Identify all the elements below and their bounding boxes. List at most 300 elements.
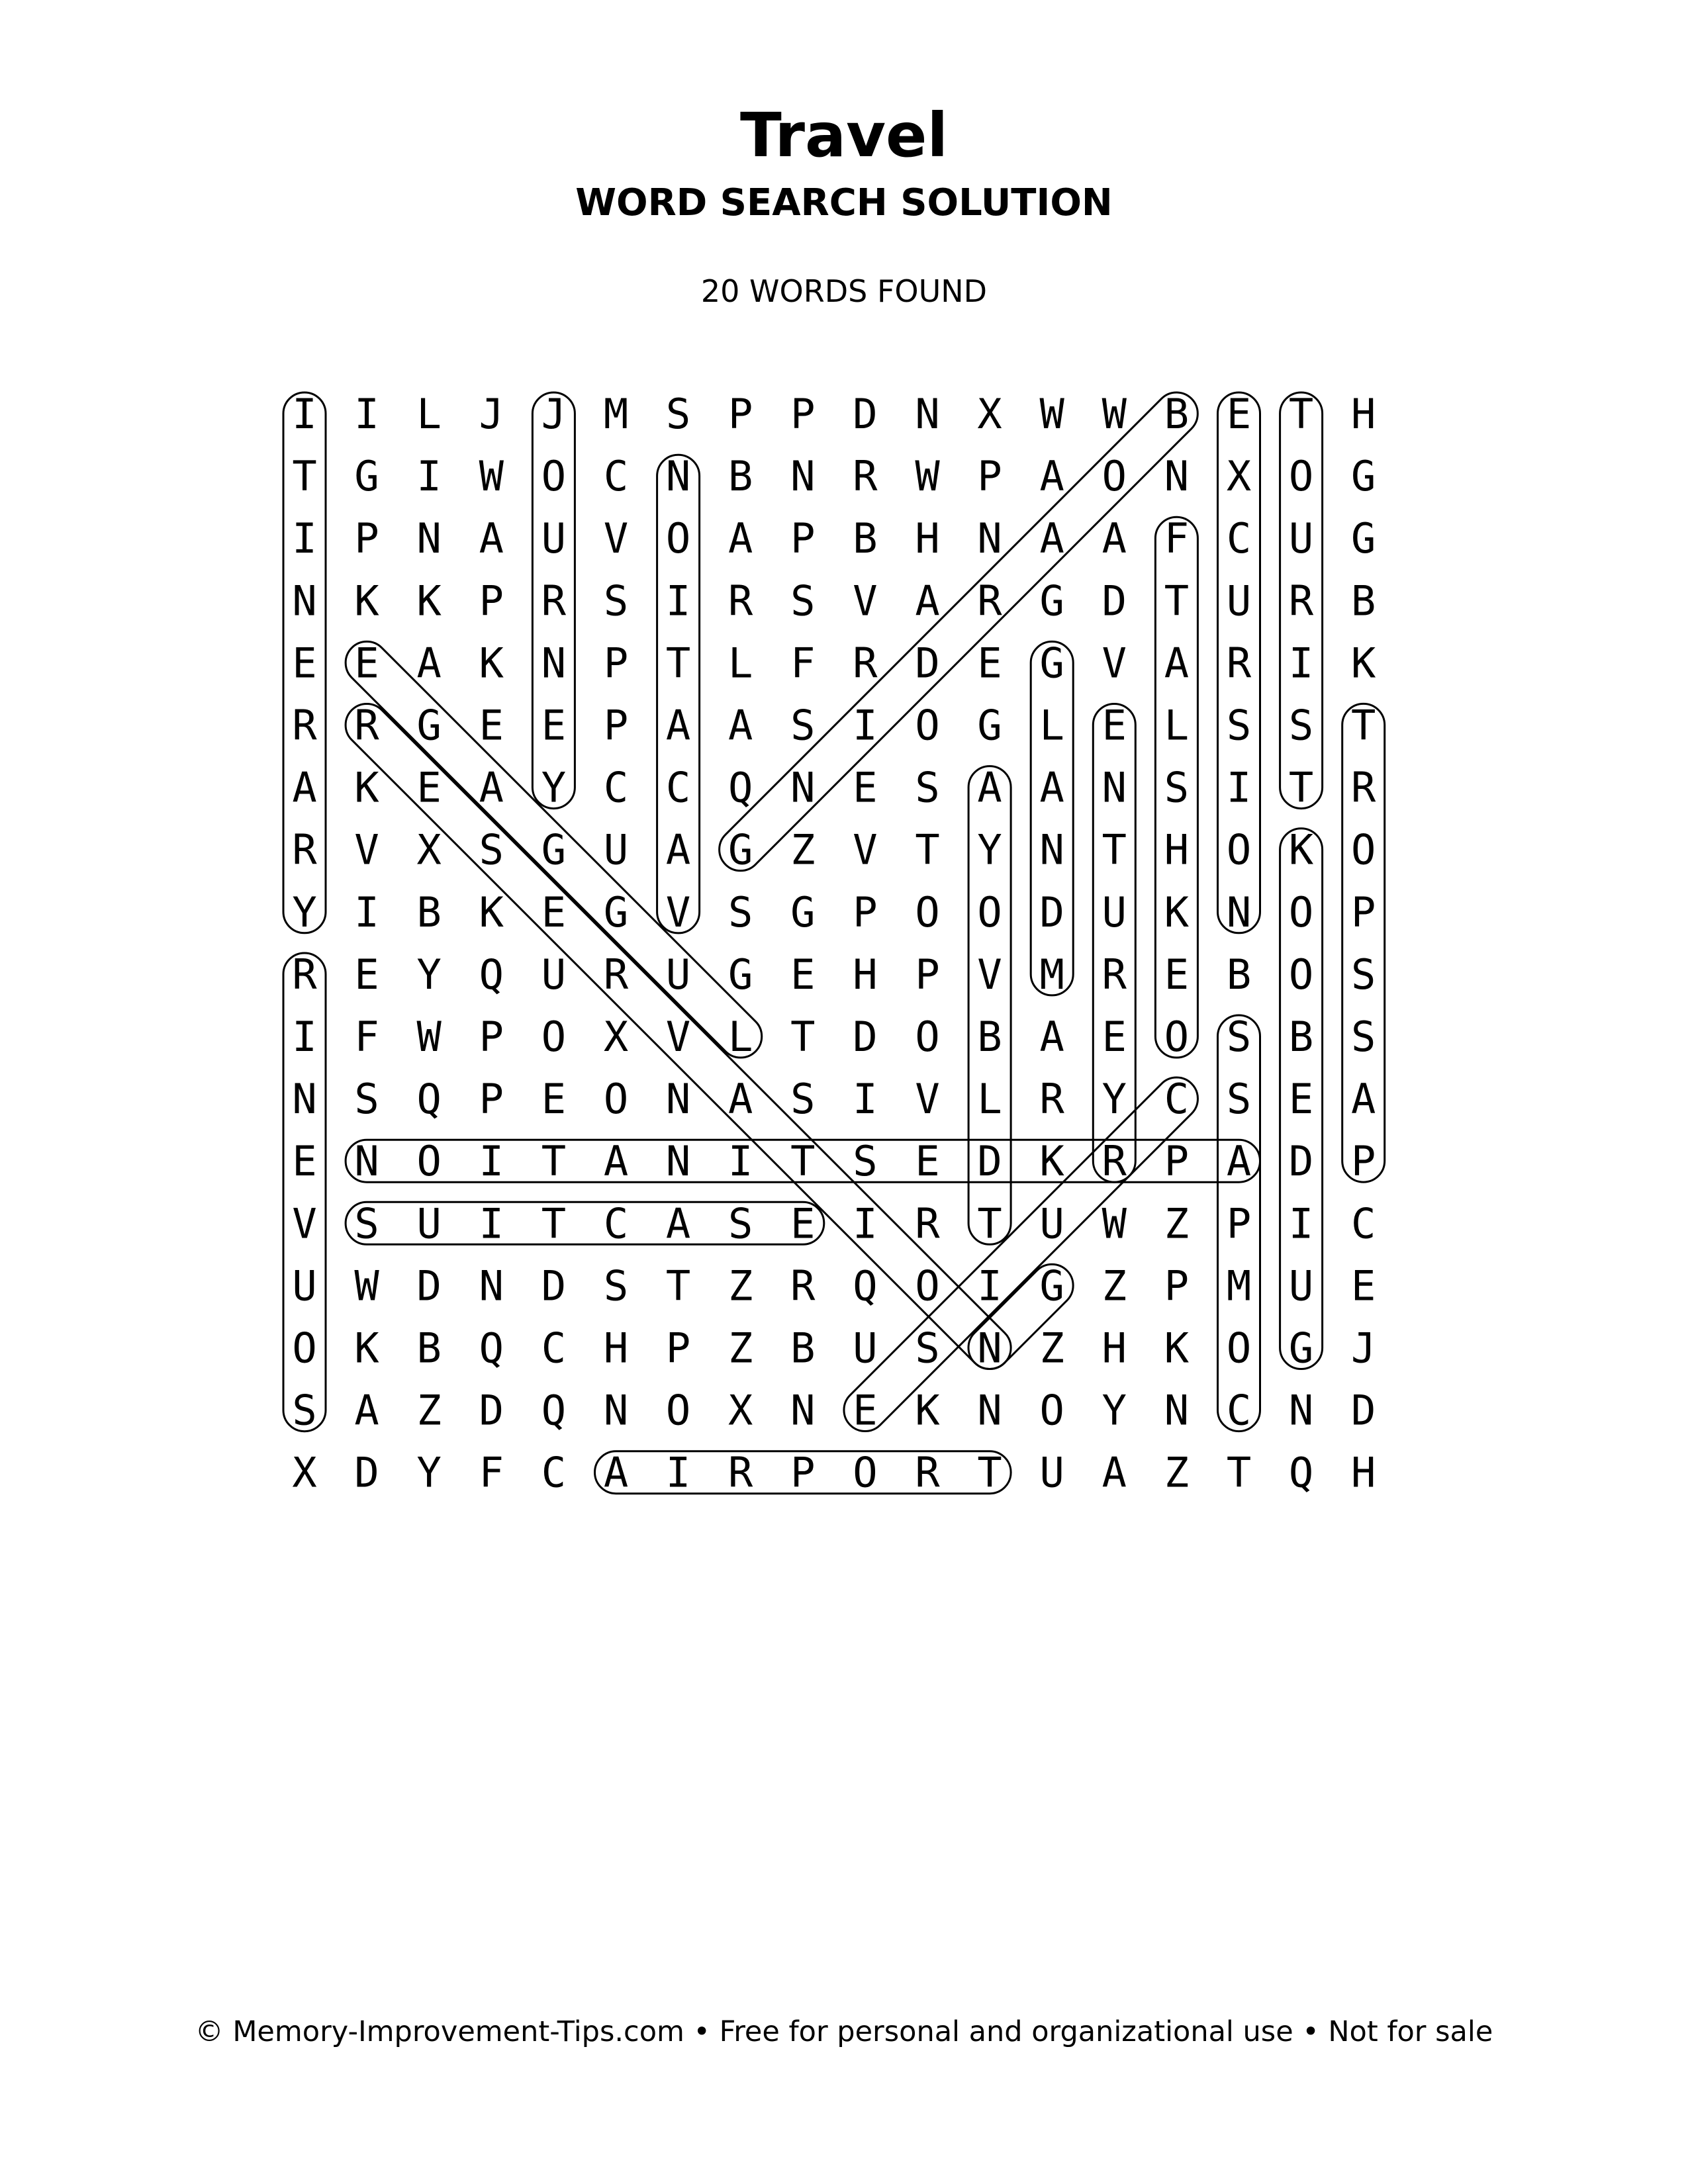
grid-letter: W: [1102, 390, 1127, 438]
grid-letter: S: [915, 1324, 940, 1373]
grid-letter: H: [1351, 390, 1376, 438]
grid-letter: I: [292, 514, 317, 563]
grid-letter: R: [292, 825, 317, 874]
grid-letter: S: [292, 1386, 317, 1435]
grid-letter: K: [915, 1386, 940, 1435]
grid-letter: S: [790, 701, 816, 750]
grid-letter: I: [479, 1199, 504, 1248]
grid-letter: B: [977, 1013, 1002, 1061]
grid-letter: E: [416, 763, 442, 812]
grid-letter: A: [1102, 514, 1127, 563]
grid-letter: A: [665, 825, 691, 874]
grid-letter: R: [790, 1261, 816, 1310]
grid-letter: C: [1164, 1075, 1190, 1124]
grid-letter: P: [479, 1075, 504, 1124]
grid-letter: U: [603, 825, 629, 874]
words-found-count: 20 WORDS FOUND: [700, 273, 988, 309]
grid-letter: R: [915, 1448, 940, 1497]
grid-letter: A: [665, 1199, 691, 1248]
grid-letter: D: [416, 1261, 442, 1310]
grid-letter: X: [292, 1448, 317, 1497]
grid-letter: A: [1039, 514, 1064, 563]
grid-letter: O: [541, 452, 567, 501]
grid-letter: F: [354, 1013, 379, 1061]
grid-letter: A: [1039, 452, 1064, 501]
grid-letter: P: [790, 1448, 816, 1497]
grid-letter: R: [292, 701, 317, 750]
grid-letter: Z: [728, 1261, 753, 1310]
grid-letter: E: [541, 1075, 567, 1124]
grid-letter: R: [728, 576, 753, 625]
grid-letter: S: [354, 1075, 379, 1124]
grid-letter: Z: [1039, 1324, 1064, 1373]
grid-letter: U: [541, 514, 567, 563]
grid-letter: V: [603, 514, 629, 563]
grid-letter: A: [292, 763, 317, 812]
grid-letter: B: [853, 514, 878, 563]
solution-loop: [1031, 641, 1073, 995]
grid-letter: G: [541, 825, 567, 874]
grid-letter: I: [416, 452, 442, 501]
grid-letter: E: [853, 763, 878, 812]
grid-letter: T: [1226, 1448, 1252, 1497]
grid-letter: D: [479, 1386, 504, 1435]
grid-letter: S: [1288, 701, 1314, 750]
grid-letter: Z: [790, 825, 816, 874]
grid-letter: S: [603, 1261, 629, 1310]
grid-letter: N: [354, 1137, 379, 1186]
grid-letter: Y: [416, 1448, 442, 1497]
grid-letter: B: [790, 1324, 816, 1373]
grid-letter: R: [728, 1448, 753, 1497]
letter-grid: [292, 390, 1376, 1497]
grid-letter: H: [603, 1324, 629, 1373]
grid-letter: R: [541, 576, 567, 625]
grid-letter: T: [1288, 763, 1314, 812]
grid-letter: S: [853, 1137, 878, 1186]
grid-letter: E: [1102, 1013, 1127, 1061]
grid-letter: B: [728, 452, 753, 501]
grid-letter: K: [416, 576, 442, 625]
grid-letter: K: [1351, 639, 1376, 688]
copyright-footer: © Memory-Improvement-Tips.com • Free for personal and organizational use • Not for sale: [195, 2015, 1493, 2048]
grid-letter: S: [790, 1075, 816, 1124]
grid-letter: K: [479, 887, 504, 936]
grid-letter: D: [1102, 576, 1127, 625]
grid-letter: Z: [416, 1386, 442, 1435]
grid-letter: T: [977, 1199, 1002, 1248]
grid-letter: S: [915, 763, 940, 812]
grid-letter: S: [728, 887, 753, 936]
grid-letter: G: [354, 452, 379, 501]
grid-letter: I: [977, 1261, 1002, 1310]
grid-letter: V: [853, 576, 878, 625]
grid-letter: Z: [1164, 1448, 1190, 1497]
grid-letter: E: [1226, 390, 1252, 438]
grid-letter: S: [1226, 1013, 1252, 1061]
grid-letter: C: [541, 1448, 567, 1497]
grid-letter: X: [1226, 452, 1252, 501]
grid-letter: C: [603, 763, 629, 812]
grid-letter: Q: [416, 1075, 442, 1124]
grid-letter: B: [1351, 576, 1376, 625]
grid-letter: P: [603, 701, 629, 750]
grid-letter: S: [479, 825, 504, 874]
grid-letter: R: [977, 576, 1002, 625]
grid-letter: R: [1288, 576, 1314, 625]
grid-letter: E: [541, 887, 567, 936]
grid-letter: K: [354, 576, 379, 625]
grid-letter: P: [665, 1324, 691, 1373]
grid-letter: B: [416, 1324, 442, 1373]
grid-letter: I: [853, 1075, 878, 1124]
grid-letter: R: [1102, 950, 1127, 999]
grid-letter: L: [728, 639, 753, 688]
grid-letter: M: [1039, 950, 1064, 999]
grid-letter: A: [915, 576, 940, 625]
grid-letter: O: [665, 514, 691, 563]
grid-letter: E: [1102, 701, 1127, 750]
grid-letter: S: [1351, 1013, 1376, 1061]
grid-letter: E: [292, 1137, 317, 1186]
grid-letter: S: [1226, 701, 1252, 750]
solution-loop: [835, 1069, 1207, 1440]
grid-letter: A: [977, 763, 1002, 812]
grid-letter: D: [977, 1137, 1002, 1186]
grid-letter: F: [1164, 514, 1190, 563]
grid-letter: O: [1226, 1324, 1252, 1373]
grid-letter: I: [354, 887, 379, 936]
grid-letter: U: [1039, 1199, 1064, 1248]
grid-letter: U: [416, 1199, 442, 1248]
grid-letter: X: [603, 1013, 629, 1061]
grid-letter: Y: [1102, 1386, 1127, 1435]
grid-letter: G: [416, 701, 442, 750]
grid-letter: O: [665, 1386, 691, 1435]
grid-letter: D: [915, 639, 940, 688]
grid-letter: V: [977, 950, 1002, 999]
grid-letter: D: [354, 1448, 379, 1497]
grid-letter: V: [853, 825, 878, 874]
grid-letter: M: [603, 390, 629, 438]
grid-letter: I: [292, 390, 317, 438]
grid-letter: T: [977, 1448, 1002, 1497]
grid-letter: R: [1226, 639, 1252, 688]
grid-letter: N: [1164, 1386, 1190, 1435]
grid-letter: K: [1039, 1137, 1064, 1186]
grid-letter: N: [915, 390, 940, 438]
grid-letter: Q: [479, 950, 504, 999]
grid-letter: U: [1039, 1448, 1064, 1497]
grid-letter: R: [292, 950, 317, 999]
grid-letter: O: [915, 1261, 940, 1310]
grid-letter: T: [665, 639, 691, 688]
grid-letter: R: [1039, 1075, 1064, 1124]
grid-letter: A: [1226, 1137, 1252, 1186]
grid-letter: X: [728, 1386, 753, 1435]
grid-letter: O: [603, 1075, 629, 1124]
solution-loops: [283, 384, 1385, 1494]
grid-letter: J: [541, 390, 567, 438]
grid-letter: T: [1102, 825, 1127, 874]
grid-letter: E: [1351, 1261, 1376, 1310]
grid-letter: K: [1164, 887, 1190, 936]
grid-letter: Y: [416, 950, 442, 999]
grid-letter: S: [1351, 950, 1376, 999]
grid-letter: T: [292, 452, 317, 501]
grid-letter: E: [915, 1137, 940, 1186]
grid-letter: C: [1351, 1199, 1376, 1248]
grid-letter: V: [915, 1075, 940, 1124]
grid-letter: N: [977, 514, 1002, 563]
grid-letter: T: [790, 1013, 816, 1061]
grid-letter: H: [915, 514, 940, 563]
grid-letter: E: [541, 701, 567, 750]
grid-letter: S: [665, 390, 691, 438]
grid-letter: K: [354, 763, 379, 812]
grid-letter: O: [1102, 452, 1127, 501]
grid-letter: I: [853, 1199, 878, 1248]
grid-letter: A: [479, 514, 504, 563]
grid-letter: P: [1351, 1137, 1376, 1186]
grid-letter: Z: [1102, 1261, 1127, 1310]
grid-letter: G: [790, 887, 816, 936]
grid-letter: R: [354, 701, 379, 750]
grid-letter: C: [665, 763, 691, 812]
grid-letter: P: [1164, 1261, 1190, 1310]
grid-letter: W: [1102, 1199, 1127, 1248]
grid-letter: E: [479, 701, 504, 750]
grid-letter: M: [1226, 1261, 1252, 1310]
grid-letter: A: [1351, 1075, 1376, 1124]
grid-letter: L: [728, 1013, 753, 1061]
grid-letter: D: [1351, 1386, 1376, 1435]
grid-letter: O: [1288, 887, 1314, 936]
grid-letter: O: [915, 701, 940, 750]
grid-letter: J: [479, 390, 504, 438]
grid-letter: G: [728, 950, 753, 999]
grid-letter: L: [1164, 701, 1190, 750]
grid-letter: Y: [977, 825, 1002, 874]
grid-letter: R: [603, 950, 629, 999]
grid-letter: W: [479, 452, 504, 501]
grid-letter: D: [1039, 887, 1064, 936]
grid-letter: U: [1288, 1261, 1314, 1310]
grid-letter: A: [416, 639, 442, 688]
grid-letter: Z: [728, 1324, 753, 1373]
grid-letter: I: [665, 1448, 691, 1497]
grid-letter: A: [728, 701, 753, 750]
grid-letter: K: [1288, 825, 1314, 874]
grid-letter: P: [1351, 887, 1376, 936]
grid-letter: D: [1288, 1137, 1314, 1186]
grid-letter: Y: [1102, 1075, 1127, 1124]
grid-letter: N: [665, 1137, 691, 1186]
grid-letter: A: [354, 1386, 379, 1435]
grid-letter: O: [541, 1013, 567, 1061]
grid-letter: G: [603, 887, 629, 936]
grid-letter: B: [1288, 1013, 1314, 1061]
grid-letter: S: [790, 576, 816, 625]
grid-letter: B: [1164, 390, 1190, 438]
grid-letter: T: [541, 1199, 567, 1248]
grid-letter: N: [416, 514, 442, 563]
grid-letter: A: [1039, 763, 1064, 812]
grid-letter: P: [479, 576, 504, 625]
grid-letter: T: [541, 1137, 567, 1186]
grid-letter: T: [790, 1137, 816, 1186]
grid-letter: G: [1351, 514, 1376, 563]
grid-letter: O: [977, 887, 1002, 936]
grid-letter: I: [292, 1013, 317, 1061]
grid-letter: E: [790, 950, 816, 999]
grid-letter: Q: [728, 763, 753, 812]
grid-letter: N: [790, 1386, 816, 1435]
grid-letter: I: [1226, 763, 1252, 812]
grid-letter: P: [479, 1013, 504, 1061]
grid-letter: X: [416, 825, 442, 874]
grid-letter: P: [603, 639, 629, 688]
grid-letter: A: [1039, 1013, 1064, 1061]
grid-letter: U: [1288, 514, 1314, 563]
grid-letter: P: [977, 452, 1002, 501]
grid-letter: B: [416, 887, 442, 936]
grid-letter: N: [1039, 825, 1064, 874]
grid-letter: X: [977, 390, 1002, 438]
grid-letter: L: [1039, 701, 1064, 750]
grid-letter: A: [728, 1075, 753, 1124]
page-title: Travel: [739, 100, 948, 171]
grid-letter: O: [1288, 950, 1314, 999]
grid-letter: C: [603, 1199, 629, 1248]
grid-letter: A: [1164, 639, 1190, 688]
grid-letter: R: [853, 639, 878, 688]
grid-letter: O: [915, 1013, 940, 1061]
grid-letter: O: [292, 1324, 317, 1373]
grid-letter: G: [1039, 1261, 1064, 1310]
grid-letter: J: [1351, 1324, 1376, 1373]
grid-letter: E: [292, 639, 317, 688]
grid-letter: O: [416, 1137, 442, 1186]
grid-letter: Q: [853, 1261, 878, 1310]
grid-letter: E: [1164, 950, 1190, 999]
grid-letter: E: [354, 639, 379, 688]
grid-letter: W: [354, 1261, 379, 1310]
grid-letter: E: [977, 639, 1002, 688]
grid-letter: O: [853, 1448, 878, 1497]
grid-letter: Q: [541, 1386, 567, 1435]
grid-letter: A: [728, 514, 753, 563]
grid-letter: H: [1164, 825, 1190, 874]
grid-letter: K: [479, 639, 504, 688]
grid-letter: E: [1288, 1075, 1314, 1124]
grid-letter: U: [1102, 887, 1127, 936]
grid-letter: S: [1226, 1075, 1252, 1124]
grid-letter: U: [541, 950, 567, 999]
grid-letter: Y: [541, 763, 567, 812]
grid-letter: W: [1039, 390, 1064, 438]
grid-letter: N: [1164, 452, 1190, 501]
grid-letter: T: [665, 1261, 691, 1310]
grid-letter: R: [1351, 763, 1376, 812]
grid-letter: H: [1351, 1448, 1376, 1497]
grid-letter: V: [292, 1199, 317, 1248]
page-subtitle: WORD SEARCH SOLUTION: [575, 181, 1113, 224]
grid-letter: F: [790, 639, 816, 688]
grid-letter: C: [603, 452, 629, 501]
grid-letter: N: [1288, 1386, 1314, 1435]
grid-letter: N: [790, 452, 816, 501]
grid-letter: G: [1039, 639, 1064, 688]
grid-letter: I: [853, 701, 878, 750]
grid-letter: C: [541, 1324, 567, 1373]
grid-letter: H: [853, 950, 878, 999]
grid-letter: I: [665, 576, 691, 625]
grid-letter: D: [541, 1261, 567, 1310]
grid-letter: T: [915, 825, 940, 874]
grid-letter: P: [728, 390, 753, 438]
grid-letter: G: [728, 825, 753, 874]
grid-letter: E: [354, 950, 379, 999]
grid-letter: U: [292, 1261, 317, 1310]
grid-letter: E: [790, 1199, 816, 1248]
grid-letter: S: [603, 576, 629, 625]
grid-letter: R: [853, 452, 878, 501]
grid-letter: N: [541, 639, 567, 688]
grid-letter: P: [915, 950, 940, 999]
grid-letter: G: [977, 701, 1002, 750]
grid-letter: O: [1226, 825, 1252, 874]
grid-letter: O: [1351, 825, 1376, 874]
grid-letter: W: [416, 1013, 442, 1061]
grid-letter: N: [665, 1075, 691, 1124]
grid-letter: P: [1226, 1199, 1252, 1248]
grid-letter: L: [977, 1075, 1002, 1124]
grid-letter: S: [354, 1199, 379, 1248]
grid-letter: V: [1102, 639, 1127, 688]
grid-letter: D: [853, 390, 878, 438]
grid-letter: V: [665, 1013, 691, 1061]
grid-letter: Q: [479, 1324, 504, 1373]
solution-loop: [710, 384, 1206, 880]
grid-letter: R: [1102, 1137, 1127, 1186]
grid-letter: Y: [292, 887, 317, 936]
grid-letter: L: [416, 390, 442, 438]
grid-letter: P: [790, 514, 816, 563]
grid-letter: P: [354, 514, 379, 563]
grid-letter: U: [1226, 576, 1252, 625]
grid-letter: O: [1288, 452, 1314, 501]
grid-letter: E: [853, 1386, 878, 1435]
grid-letter: O: [915, 887, 940, 936]
grid-letter: N: [1226, 887, 1252, 936]
grid-letter: G: [1039, 576, 1064, 625]
grid-letter: C: [1226, 1386, 1252, 1435]
grid-letter: P: [1164, 1137, 1190, 1186]
grid-letter: N: [292, 576, 317, 625]
grid-letter: D: [853, 1013, 878, 1061]
grid-letter: P: [853, 887, 878, 936]
grid-letter: N: [665, 452, 691, 501]
grid-letter: F: [479, 1448, 504, 1497]
grid-letter: V: [665, 887, 691, 936]
grid-letter: V: [354, 825, 379, 874]
grid-letter: A: [665, 701, 691, 750]
grid-letter: W: [915, 452, 940, 501]
grid-letter: I: [479, 1137, 504, 1186]
grid-letter: G: [1351, 452, 1376, 501]
grid-letter: A: [1102, 1448, 1127, 1497]
